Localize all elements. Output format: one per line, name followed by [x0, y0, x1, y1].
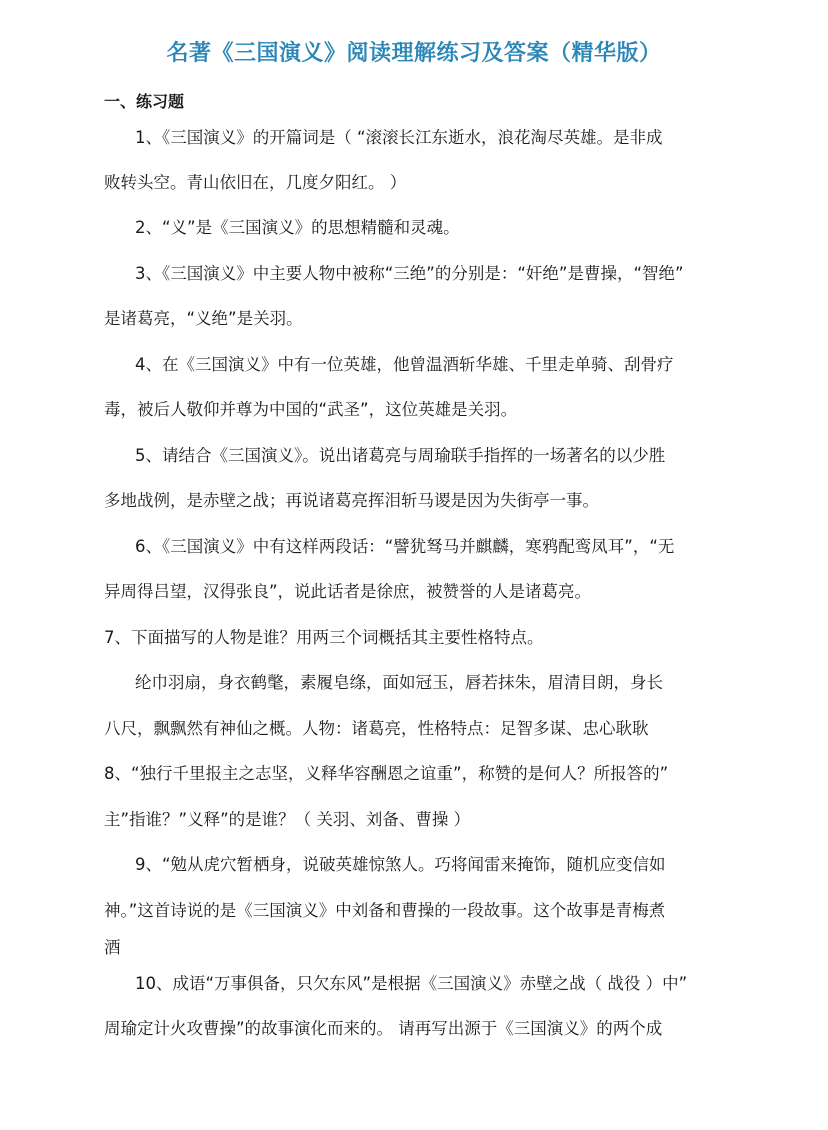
- document-title: 名著《三国演义》阅读理解练习及答案（精华版）: [166, 41, 662, 66]
- text-line: 酒: [104, 938, 121, 957]
- text-line: 主”指谁？”义释”的是谁？（ 关羽、刘备、曹操 ）: [104, 810, 471, 829]
- text-line: 多地战例，是赤壁之战；再说诸葛亮挥泪斩马谡是因为失街亭一事。: [104, 491, 599, 510]
- text-line: 纶巾羽扇，身衣鹤氅，素履皂绦，面如冠玉，唇若抹朱，眉清目朗，身长: [135, 673, 663, 692]
- text-line: 1、《三国演义》的开篇词是（ “滚滚长江东逝水，浪花淘尽英雄。是非成: [135, 128, 663, 147]
- text-line: 10、成语“万事俱备，只欠东风”是根据《三国演义》赤壁之战（ 战役 ）中”: [135, 974, 688, 993]
- text-line: 败转头空。青山依旧在，几度夕阳红。 ）: [104, 173, 407, 192]
- text-line: 神。”这首诗说的是《三国演义》中刘备和曹操的一段故事。这个故事是青梅煮: [104, 901, 666, 920]
- text-line: 9、“勉从虎穴暂栖身，说破英雄惊煞人。巧将闻雷来掩饰，随机应变信如: [135, 855, 666, 874]
- text-line: 6、《三国演义》中有这样两段话：“譬犹驽马并麒麟，寒鸦配鸾凤耳”，“无: [135, 537, 675, 556]
- text-line: 7、下面描写的人物是谁？用两三个词概括其主要性格特点。: [104, 628, 544, 647]
- text-line: 毒，被后人敬仰并尊为中国的“武圣”，这位英雄是关羽。: [104, 400, 518, 419]
- text-line: 是诸葛亮，“义绝”是关羽。: [104, 309, 303, 328]
- text-line: 5、请结合《三国演义》。说出诸葛亮与周瑜联手指挥的一场著名的以少胜: [135, 446, 666, 465]
- text-line: 4、在《三国演义》中有一位英雄，他曾温酒斩华雄、千里走单骑、刮骨疗: [135, 355, 674, 374]
- text-line: 周瑜定计火攻曹操”的故事演化而来的。 请再写出源于《三国演义》的两个成: [104, 1019, 663, 1038]
- text-line: 八尺，飘飘然有神仙之概。人物：诸葛亮，性格特点：足智多谋、忠心耿耿: [104, 719, 649, 738]
- text-line: 2、“义”是《三国演义》的思想精髓和灵魂。: [135, 218, 460, 237]
- text-line: 8、“独行千里报主之志坚，义释华容酬恩之谊重”，称赞的是何人？所报答的”: [104, 764, 669, 783]
- section-heading: 一、练习题: [104, 92, 185, 111]
- text-line: 异周得吕望，汉得张良”，说此话者是徐庶，被赞誉的人是诸葛亮。: [104, 582, 592, 601]
- text-line: 3、《三国演义》中主要人物中被称“三绝”的分别是：“奸绝”是曹操，“智绝”: [135, 264, 684, 283]
